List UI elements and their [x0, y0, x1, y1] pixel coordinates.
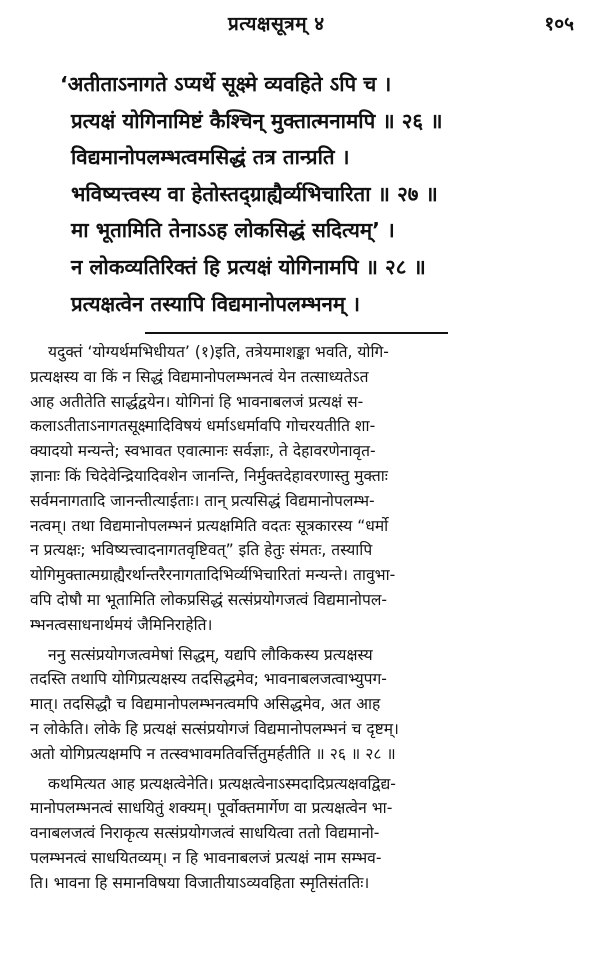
text-line: अतो योगिप्रत्यक्षमपि न तत्स्वभावमतिवर्त्तितुमर्हतीति ॥ २६ ॥ २८ ॥: [30, 744, 396, 763]
text-line: यदुक्तं ‘योग्यर्थमभिधीयत’ (१)इति, तत्रेयमाशङ्का भवति, योगि-: [48, 343, 389, 361]
running-title: प्रत्यक्षसूत्रम् ४: [228, 13, 325, 35]
verse-line: ‘अतीताऽनागते ऽप्यर्थे सूक्ष्मे व्यवहिते ऽपि च ।: [60, 72, 392, 96]
page-number: १०५: [544, 13, 574, 35]
text-line: सर्वमनागतादि जानन्तीत्याईताः। तान् प्रत्यसिद्धं विद्यमानोपलम्भ-: [30, 491, 375, 510]
verse-line: भविष्यत्त्वस्य वा हेतोस्तद्ग्राह्यैर्व्यभिचारिता ॥ २७ ॥: [71, 181, 438, 206]
text-line: म्भनत्वसाधनार्थमयं जैमिनिराहेति।: [30, 615, 213, 634]
text-line: वपि दोषौ मा भूतामिति लोकप्रसिद्धं सत्संप्रयोगजत्वं विद्यमानोपल-: [30, 590, 388, 609]
commentary-paragraph: [30, 340, 588, 638]
commentary-paragraph: [30, 643, 588, 767]
text-line: न लोकेति। लोके हि प्रत्यक्षं सत्संप्रयोगजं विद्यमानोपलम्भनं च दृष्टम्।: [30, 719, 399, 738]
text-line: क्यादयो मन्यन्ते; स्वभावत एवात्मानः सर्वज्ञाः, ते देहावरणेनावृत-: [30, 442, 376, 461]
text-line: पलम्भनत्वं साधयितव्यम्। न हि भावनाबलजं प्रत्यक्षं नाम सम्भव-: [30, 848, 382, 867]
text-line: मात्। तदसिद्धौ च विद्यमानोपलम्भनत्वमपि असिद्धमेव, अत आह: [30, 695, 381, 714]
divider-rule: [145, 332, 448, 334]
verse-line: प्रत्यक्षं योगिनामिष्टं कैश्चिन् मुक्तात्मनामपि ॥ २६ ॥: [71, 108, 443, 133]
verse-block: [60, 66, 586, 322]
text-line: आह अतीतेति सार्द्धद्वयेन। योगिनां हि भावनाबलजं प्रत्यक्षं स-: [30, 392, 364, 411]
text-line: ज्ञानाः किं चिदेवेन्द्रियादिवशेन जानन्ति, निर्मुक्तदेहावरणास्तु मुक्ताः: [30, 466, 388, 485]
text-line: कलाऽतीताऽनागतसूक्ष्मादिविषयं धर्माऽधर्मावपि गोचरयतीति शा-: [30, 417, 376, 436]
verse-line: मा भूतामिति तेनाऽऽह लोकसिद्धं सदित्यम्’ ।: [71, 218, 395, 243]
text-line: ननु सत्संप्रयोगजत्वमेषां सिद्धम्, यद्यपि लौकिकस्य प्रत्यक्षस्य: [48, 645, 373, 664]
text-line: तदस्ति तथापि योगिप्रत्यक्षस्य तदसिद्धमेव; भावनाबलजत्वाभ्युपग-: [30, 670, 387, 689]
verse-line: विद्यमानोपलम्भत्वमसिद्धं तत्र तान्प्रति ।: [71, 145, 350, 170]
commentary-block: [30, 340, 588, 896]
page-header: [0, 8, 600, 42]
text-line: नत्वम्। तथा विद्यमानोपलम्भनं प्रत्यक्षमिति वदतः सूत्रकारस्य “धर्मो: [30, 516, 389, 535]
text-line: न प्रत्यक्षः; भविष्यत्त्वादनागतवृष्टिवत्” इति हेतुः संमतः, तस्यापि: [30, 541, 373, 560]
verse-line: न लोकव्यतिरिक्तं हि प्रत्यक्षं योगिनामपि ॥ २८ ॥: [71, 254, 426, 279]
text-line: कथमित्यत आह प्रत्यक्षत्वेनेति। प्रत्यक्षत्वेनाऽस्मदादिप्रत्यक्षवद्विद्य-: [48, 774, 396, 793]
text-line: प्रत्यक्षस्य वा किं न सिद्धं विद्यमानोपलम्भनत्वं येन तत्साध्यतेऽत: [30, 367, 369, 386]
text-line: योगिमुक्तात्मग्राह्यैरर्थान्तरैरनागतादिभिर्व्यभिचारितां मन्यन्ते। तावुभा-: [30, 566, 396, 585]
verse-line: प्रत्यक्षत्वेन तस्यापि विद्यमानोपलम्भनम् ।: [71, 291, 361, 316]
commentary-paragraph: [30, 772, 588, 896]
text-line: मानोपलम्भनत्वं साधयितुं शक्यम्। पूर्वोक्तमार्गेण वा प्रत्यक्षत्वेन भा-: [30, 799, 393, 818]
text-line: वनाबलजत्वं निराकृत्य सत्संप्रयोगजत्वं साधयित्वा ततो विद्यमानो-: [30, 824, 380, 843]
text-line: ति। भावना हि समानविषया विजातीयाऽव्यवहिता स्मृतिसंततिः।: [30, 873, 370, 892]
